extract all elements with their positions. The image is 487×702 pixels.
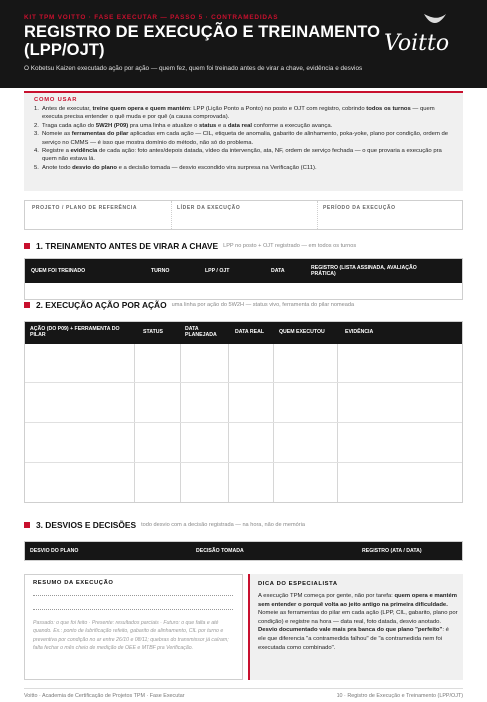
step-number: 3. — [34, 131, 39, 138]
write-line — [33, 609, 233, 610]
col-header: LPP / OJT — [205, 268, 230, 274]
period-field-label: PERÍODO DA EXECUÇÃO — [323, 205, 396, 211]
row-rule — [25, 462, 462, 463]
page-subtitle: O Kobetsu Kaizen executado ação por ação — quem fez, quem foi treinado antes de virar a chave, evidência e desvios — [24, 65, 363, 72]
column-rule — [273, 344, 274, 502]
divider — [171, 201, 172, 229]
step-text: Nomeie as ferramentas do pilar aplicadas em cada ação — CIL, etiqueta de anomalia, gabarito de alinhamento, poka-yoke, plano por condição, ordem de serviço no CMMS — é isso que mostra domínio do método, não só do problema. — [42, 131, 449, 146]
col-header: DATA PLANEJADA — [185, 326, 217, 339]
section-2-heading — [24, 299, 354, 311]
deviations-table — [24, 541, 463, 561]
step-number: 5. — [34, 164, 39, 171]
footer-right: 10 · Registro de Execução e Treinamento (LPP/OJT) — [336, 693, 463, 699]
expert-tip-box — [248, 574, 463, 680]
step-text: Anote todo desvio do plano e a decisão tomada — desvio escondido vira surpresa na Verificação (C11). — [42, 164, 317, 171]
page-header — [0, 0, 487, 88]
col-header: QUEM FOI TREINADO — [31, 268, 86, 274]
column-rule — [180, 344, 181, 502]
page-title: REGISTRO DE EXECUÇÃO E TREINAMENTO (LPP/OJT) — [24, 23, 381, 59]
voitto-logo — [380, 10, 470, 56]
col-header: REGISTRO (LISTA ASSINADA, AVALIAÇÃO PRÁTICA) — [311, 265, 417, 278]
column-rule — [337, 344, 338, 502]
section-marker — [24, 243, 30, 249]
expert-tip-text: A execução TPM começa por gente, não por tarefa: quem opera e mantém sem entender o porquê volta ao jeito antigo na primeira dificuldade. Nomeie as ferramentas do pilar em cada ação (LPP, CIL, gabarito, plano por condição) e registre na hora — data real, foto datada, desvio anotado. Desvio documentado vale mais pra banca do que plano "perfeito": é ele que diferencia "a contramedida falhou" de "a contramedida nem foi executada como combinado". — [258, 593, 458, 651]
how-to-use-box — [24, 91, 463, 191]
section-1-subtitle: LPP no posto + OJT registrado — em todos os turnos — [223, 243, 357, 249]
col-header: REGISTRO (ATA / DATA) — [362, 548, 422, 554]
how-to-step — [34, 147, 454, 164]
summary-example-text: Passado: o que foi feito · Presente: resultados parciais · Futuro: o que falta e até quando. Ex.: ponto de lubrificação refeito, gabarito de alinhamento, CIL por turno e preventiva por condição no ar entre 26/10 e 08/11; quebras do transmissor já caíram; falta fechar o mês cheio de medição de OEE e MTBF pra Verificação. — [33, 620, 229, 652]
col-header: DECISÃO TOMADA — [196, 548, 244, 554]
section-3-heading — [24, 519, 305, 531]
how-to-use-title: COMO USAR — [34, 97, 78, 103]
col-header: EVIDÊNCIA — [345, 329, 374, 335]
execution-summary-title: RESUMO DA EXECUÇÃO — [33, 580, 114, 586]
col-header: DATA — [271, 268, 285, 274]
training-table — [24, 258, 463, 300]
col-header: STATUS — [143, 329, 163, 335]
step-text: Traga cada ação do 5W2H (P09) pra uma linha e atualize o status e a data real conforme a execução avança. — [42, 122, 333, 129]
execution-table-header — [25, 322, 462, 344]
section-3-subtitle: todo desvio com a decisão registrada — na hora, não de memória — [141, 522, 305, 528]
section-1-title: 1. TREINAMENTO ANTES DE VIRAR A CHAVE — [36, 241, 219, 251]
step-number: 4. — [34, 148, 39, 155]
col-header: AÇÃO (DO P09) + FERRAMENTA DO PILAR — [30, 326, 120, 339]
deviations-table-header — [25, 542, 462, 560]
how-to-step — [34, 130, 454, 147]
column-rule — [228, 344, 229, 502]
meta-fields — [24, 200, 463, 230]
section-2-title: 2. EXECUÇÃO AÇÃO POR AÇÃO — [36, 300, 167, 310]
how-to-step — [34, 122, 454, 130]
write-line — [33, 595, 233, 596]
col-header: TURNO — [151, 268, 170, 274]
section-1-heading — [24, 240, 356, 252]
section-3-title: 3. DESVIOS E DECISÕES — [36, 520, 137, 530]
col-header: DATA REAL — [235, 329, 265, 335]
training-table-header — [25, 259, 462, 283]
how-to-use-list — [34, 105, 454, 172]
how-to-step — [34, 105, 454, 122]
row-rule — [25, 422, 462, 423]
execution-summary-box — [24, 574, 243, 680]
how-to-step — [34, 164, 454, 172]
column-rule — [134, 344, 135, 502]
section-2-subtitle: uma linha por ação do 5W2H — status vivo, ferramenta do pilar nomeada — [171, 302, 355, 308]
col-header: DESVIO DO PLANO — [30, 548, 79, 554]
leader-field-label: LÍDER DA EXECUÇÃO — [177, 205, 241, 211]
row-rule — [25, 382, 462, 383]
kicker: KIT TPM VOITTO · FASE EXECUTAR — PASSO 5 · CONTRAMEDIDAS — [24, 14, 279, 21]
svg-text:Voitto: Voitto — [384, 31, 450, 56]
step-number: 1. — [34, 106, 39, 112]
step-number: 2. — [34, 122, 39, 129]
step-text: Antes de executar, treine quem opera e quem mantém: LPP (Lição Ponto a Ponto) no posto e OJT com registro, cobrindo todos os turnos — quem executa precisa entender o quê muda e por quê (a causa comprovada). — [42, 106, 435, 121]
divider — [317, 201, 318, 229]
step-text: Registre a evidência de cada ação: foto antes/depois datada, vídeo da intervenção, ata, NF, ordem de serviço fechada — o que provaria a execução pra quem não estava lá. — [42, 148, 442, 163]
section-marker — [24, 522, 30, 528]
col-header: QUEM EXECUTOU — [279, 329, 325, 335]
footer-rule — [24, 688, 463, 689]
project-field-label: PROJETO / PLANO DE REFERÊNCIA — [32, 205, 138, 211]
footer-left: Voitto · Academia de Certificação de Projetos TPM · Fase Executar — [24, 693, 185, 699]
execution-table — [24, 321, 463, 503]
section-marker — [24, 302, 30, 308]
expert-tip-title: DICA DO ESPECIALISTA — [258, 581, 338, 587]
